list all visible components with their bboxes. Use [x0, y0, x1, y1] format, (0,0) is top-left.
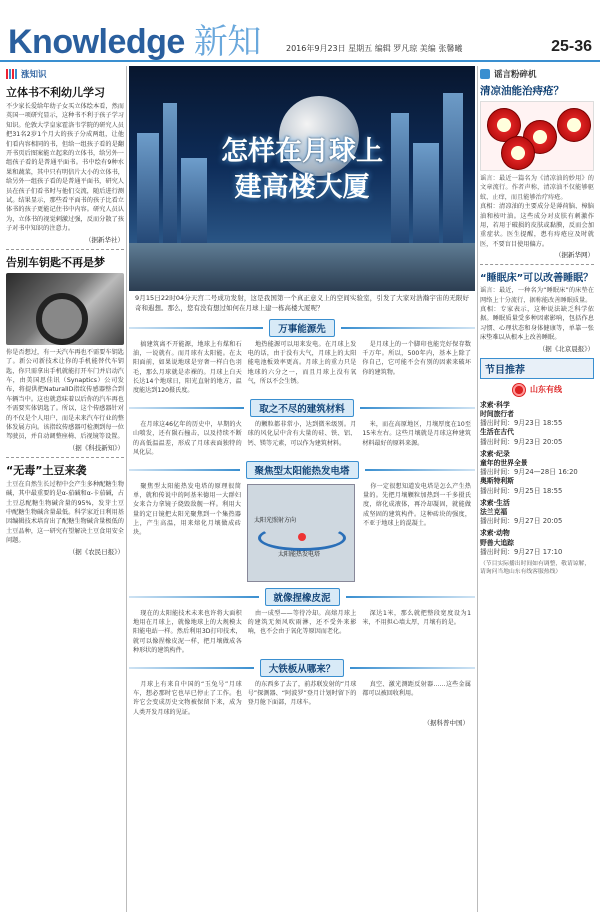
body-column: 搞建筑离不开能源，地球上有煤和石油，一说就有。而月球有太阳能。在太阳面前，如果说地球是穷奢一样白色羽毛，那么月球就是赤裸的。月球上白天长达14个地球日，阳光直射的地方，温度能达到120摄氏度。 [133, 341, 242, 395]
article-source: （据《北京晨报》） [538, 344, 594, 353]
section-title: 聚焦型太阳能热发电塔 [246, 461, 359, 479]
body-column: 真空、激光测距反射器……这些金属都可以被回收利用。 [362, 681, 472, 698]
section-body [129, 680, 475, 717]
lunar-surface [129, 243, 475, 291]
article-source: （据《科技新知》） [68, 443, 124, 452]
headline-line-1: 怎样在月球上 [221, 136, 383, 167]
program-name: 生活在古代 [480, 428, 514, 437]
rumor-text: 谣言：最近一篇名为《清凉油的妙用》的文章流行。作者声称，清凉油不仅能够驱蚊、止痒，而且能够治疗痔疮。 [480, 175, 594, 201]
truth-text: 真相：清凉油的主要成分是薄荷脑、樟脑油和桉叶油。这些成分对皮肤有刺激作用，若用于破损的皮肤或黏膜，反而会加重症状。医生提醒，患有痔疮应及时就医，不要盲目使用偏方。 [480, 203, 594, 248]
section-title: 大铁板从哪来？ [260, 659, 345, 677]
section-heading [129, 319, 475, 337]
channel-icon [512, 383, 526, 397]
body-column: 聚焦型太阳能热发电塔的原理很简单，就和传说中的阿基米德用一大群妇女来合力拿镜子烧毁敌舰一样。利用大量的定日镜把太阳光聚焦到一个集热器上，产生高温，用来熔化月壤做成砖块。 [133, 483, 241, 537]
program-name: 奥斯特利斯 [480, 477, 514, 486]
program-name: 童年的世界全景 [480, 458, 528, 467]
article-title: “睡眠床”可以改善睡眠？ [480, 273, 594, 285]
balm-tin [501, 136, 535, 170]
program-header-title: 节目推荐 [485, 364, 525, 376]
program-name: 法兰克福 [480, 507, 508, 516]
divider [480, 264, 594, 265]
body-column: 的东西多了去了，前苏联发射的“月球号”探测器、“阿波罗”登月计划时留下的登月舱下面部，月球车。 [247, 681, 357, 707]
body-column: 月球上有来自中国的“玉兔号”月球车，想必那时它也早已停止了工作。也许它会变成历史文物被保留下来，成为人类开发月球的见证。 [133, 681, 242, 716]
logo-chinese: 新知 [193, 23, 261, 61]
rumor-icon [480, 69, 490, 79]
divider [477, 66, 478, 912]
channel-name: 山东有线 [530, 385, 562, 395]
program-list [480, 401, 594, 557]
hero-image [129, 66, 475, 291]
body-column: 由一成型——等待冷却。高熔月球上的建筑无须风吹雨淋，还不受外来影响，也不会由于氧化等原因而老化。 [247, 610, 357, 636]
article-body: 不少家长爱给年幼子女买立体绘本看，然而英国一项研究显示，这种书不利于孩子学习知识。伦敦大学皇家霍洛韦学院的研究人员把31名2岁1个月大的孩子分成两组，让他们看内容相同的书，但给一组孩子看的是翻开书页后图案能立起来的立体书，给另外一组孩子看的是普通平面书。书中绘有9种水果和蔬菜，其中只有明信片大小的立体书，给另外一组孩子看的是普通平面书，研究人员在孩子们看书时与他们交流，随后进行测试。结果显示，那些看平面书的孩子比看立体书的孩子更能记住书中内容。研究人员认为，立体书的视觉刺激过强，反而分散了孩子对书中知识的注意力。 [6, 103, 124, 233]
body-column: 地热能源可以用来发电。在月球上发电的话，由于没有大气，月球上的太阳能电池板效率更高。月球上的重力只是地球的六分之一，而且月球上没有氧气，所以不会生锈。 [247, 341, 357, 385]
article-title: 告别车钥匙不再是梦 [6, 255, 105, 269]
program-header [480, 358, 594, 379]
masthead [0, 0, 600, 62]
books-icon [6, 69, 18, 79]
left-column [6, 66, 124, 912]
program-category: 求索·动物 [480, 529, 510, 538]
section-body [129, 609, 475, 655]
divider [126, 66, 127, 912]
lead-paragraph: 9月15日22时04分天宫二号成功发射，这是我国第一个真正意义上的空间实验室，引发了大家对浩瀚宇宙的无限好奇和遐想。那么，您有没有想过如何在月球上建一栋高楼大厦呢？ [135, 294, 469, 312]
program-category: 求索·科学 [480, 400, 510, 409]
program-category: 求索·生活 [480, 498, 510, 507]
section-body [129, 340, 475, 395]
program-name: 野兽大追踪 [480, 538, 514, 547]
headline-line-2: 建高楼大厦 [234, 172, 370, 203]
divider [6, 249, 124, 250]
car-photo [6, 273, 124, 345]
solar-tower-diagram [247, 484, 355, 582]
program-time: 播出时间：9月25日 18:55 [480, 486, 563, 495]
body-column: 现在的太阳能技术未来也许将大面积地用在月球上，就像地球上的大规模太阳能电站一样。然后利用3D打印技术，就可以像捏橡皮泥一样，把月壤做成各种形状的建筑构件。 [133, 610, 242, 654]
article-source: （据《农民日报》） [68, 547, 124, 556]
balm-tin [557, 108, 591, 142]
program-time: 播出时间：9月27日 20:05 [480, 517, 563, 526]
program-time: 播出时间：9月27日 17:10 [480, 547, 563, 556]
program-time: 播出时间：9月23日 18:55 [480, 419, 563, 428]
diagram-label: 太阳光照射方向 [254, 517, 297, 525]
truth-text: 真相：专家表示，这种说法缺乏科学依据。睡眠质量受多种因素影响，包括作息习惯、心理状态和身体健康等，单靠一张床垫难以从根本上改善睡眠。 [480, 306, 594, 342]
section-heading [129, 399, 475, 417]
article-body: 土豆在自然生长过程中会产生多种配糖生物碱，其中最重要的是α-茄碱和α-卡茄碱，占土豆总配糖生物碱含量的95%，发芽土豆中配糖生物碱含量最低。科学家近日利用基因编辑技术培育出了配糖生物碱含量极低的土豆品种，这一研究有望解决土豆食用安全问题。 [6, 480, 124, 545]
article-body: 你是否想过，有一天汽车再也不需要车钥匙了。新公司新技术让你的手机能替代车钥匙，你只需拿出手机就能打开车门并启动汽车，由美国思佳讯（Synaptics）公司发布，将提供把NaturalID指纹传感器整合到车辆当中。这也就意味着以后你的汽车再也不需要实体钥匙了。所以，这个传感器针对的不仅是个人用户，而是未来汽车行业的整体发展方向。该指纹传感器可检测到每一位驾驶员，并自动调整座椅、后视镜等设置。 [6, 348, 124, 441]
section-heading [129, 588, 475, 606]
tower-focus [298, 533, 306, 541]
article-title: 立体书不利幼儿学习 [6, 86, 105, 99]
body-column: 的颗粒都非常小，达到微米级别。月球的风化层中含有大量的硅、铁、铝、钙、镁等元素，可以作为建筑材料。 [247, 421, 357, 447]
article-car-key [6, 254, 124, 452]
program-time: 播出时间：9月23日 20:05 [480, 437, 563, 446]
body-column: 在月球这46亿年的历史中，早期的火山喷发，还有陨石撞击，以及持续不断的高低温温差，形成了月球表面独特的风化层。 [133, 421, 242, 456]
divider [6, 457, 124, 458]
body-column: 是月球上的一个脚印也能完好保存数千万年。所以，500年内，基本上除了你自己，它可能不会有别的因素来破坏你的建筑物。 [362, 341, 472, 376]
section-body [129, 420, 475, 457]
channel-logo [480, 383, 594, 397]
article-popup-books [6, 84, 124, 244]
diagram-label: 太阳能热发电塔 [278, 551, 321, 559]
page-number: 25-36 [551, 38, 592, 55]
headline [129, 134, 475, 206]
section-heading [129, 659, 475, 677]
logo-english: Knowledge [8, 23, 185, 61]
program-note: （节目实际播出时间如有调整，敬请谅解，请询问当地山东有线客服热线） [480, 560, 591, 575]
section-logo [8, 14, 261, 63]
main-feature [129, 66, 475, 912]
column-tag-label: 谣言粉碎机 [494, 70, 537, 80]
column-tag [6, 68, 124, 80]
section-title: 就像捏橡皮泥 [265, 588, 340, 606]
column-tag-label: 涨知识 [21, 70, 47, 80]
section-title: 取之不尽的建筑材料 [250, 399, 354, 417]
article-title: 清凉油能治痔疮？ [480, 85, 564, 97]
section-title: 万事能源先 [269, 319, 335, 337]
rumor-text: 谣言：最近，一种名为“睡眠床”的床垫在网络上十分流行，据称能改善睡眠质量。 [480, 287, 594, 304]
program-name: 时间旅行者 [480, 409, 514, 418]
body-column: 深达1米，那么就把整段宽度设为1米，不用担心墙太厚，月壤有的是。 [362, 610, 472, 627]
right-column [480, 66, 594, 912]
article-source: （据新华网） [555, 251, 594, 260]
program-category: 求索·纪录 [480, 449, 510, 458]
article-title: “无毒”土豆来袭 [6, 463, 87, 477]
program-time: 播出时间：9月24—28日 16:20 [480, 468, 578, 477]
section-heading [129, 461, 475, 479]
column-tag [480, 68, 594, 80]
article-source: （据新华社） [85, 235, 124, 244]
article-source: （据科普中国） [423, 718, 469, 727]
body-column: 你一定很想知道发电塔是怎么产生热量的。先把月壤颗粒加热到一千多摄氏度，熔化成液体，再冷却凝固，就能做成坚固的建筑构件。这种砖块的强度，不亚于地球上的混凝土。 [363, 483, 471, 527]
article-potato [6, 462, 124, 556]
body-column: 米，而在高原地区，月壤厚度在10至15米左右。这些月壤就是月球这种建筑材料最好的原料来源。 [362, 421, 472, 447]
issue-info: 2016年9月23日 星期五 编辑 罗凡琼 美编 张馨曦 [286, 44, 463, 53]
section-body [129, 482, 475, 584]
balm-photo [480, 101, 594, 171]
